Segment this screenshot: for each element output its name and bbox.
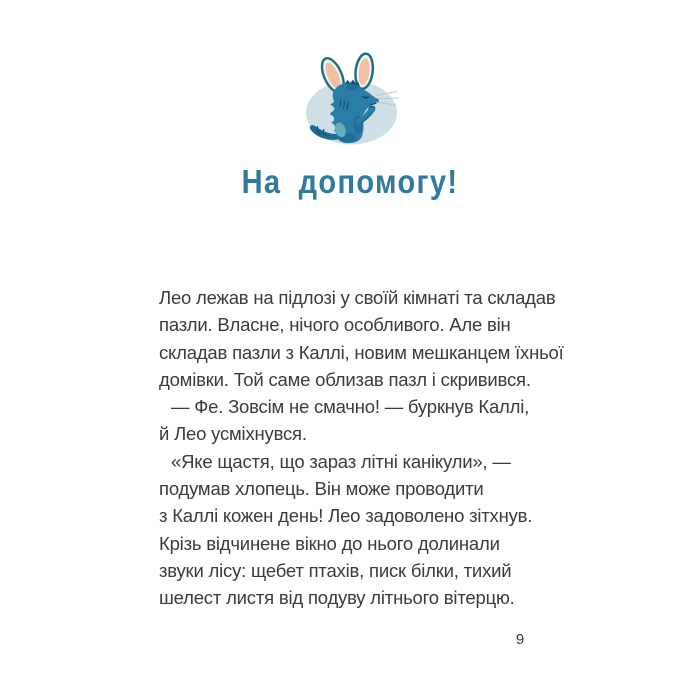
body-text-line: звуки лісу: щебет птахів, писк білки, тихий [159,559,512,581]
body-text-line: домівки. Той саме облизав пазл і скривився. [159,368,531,390]
body-text-line: Лео лежав на підлозі у своїй кімнаті та складав [159,287,556,308]
body-text-line: складав пазли з Каллі, новим мешканцем їхньої [159,341,564,363]
body-text-line: «Яке щастя, що зараз літні канікули», — [171,450,511,472]
body-text-line: шелест листя від подуву літнього вітерцю. [159,587,515,609]
chapter-title: На допомогу! [241,163,459,200]
body-text [159,284,564,612]
body-text-line: — Фе. Зовсім не смачно! — буркнув Каллі, [171,396,530,418]
cat-character-illustration [298,52,402,149]
page-number: 9 [515,631,525,648]
body-text-line: пазли. Власне, нічого особливого. Але він [159,314,511,336]
body-text-line: Крізь відчинене вікно до нього долинали [159,532,500,554]
body-text-line: з Каллі кожен день! Лео задоволено зітхнув. [159,505,533,527]
body-text-line: й Лео усміхнувся. [159,423,307,445]
body-text-line: подумав хлопець. Він може проводити [159,478,484,500]
